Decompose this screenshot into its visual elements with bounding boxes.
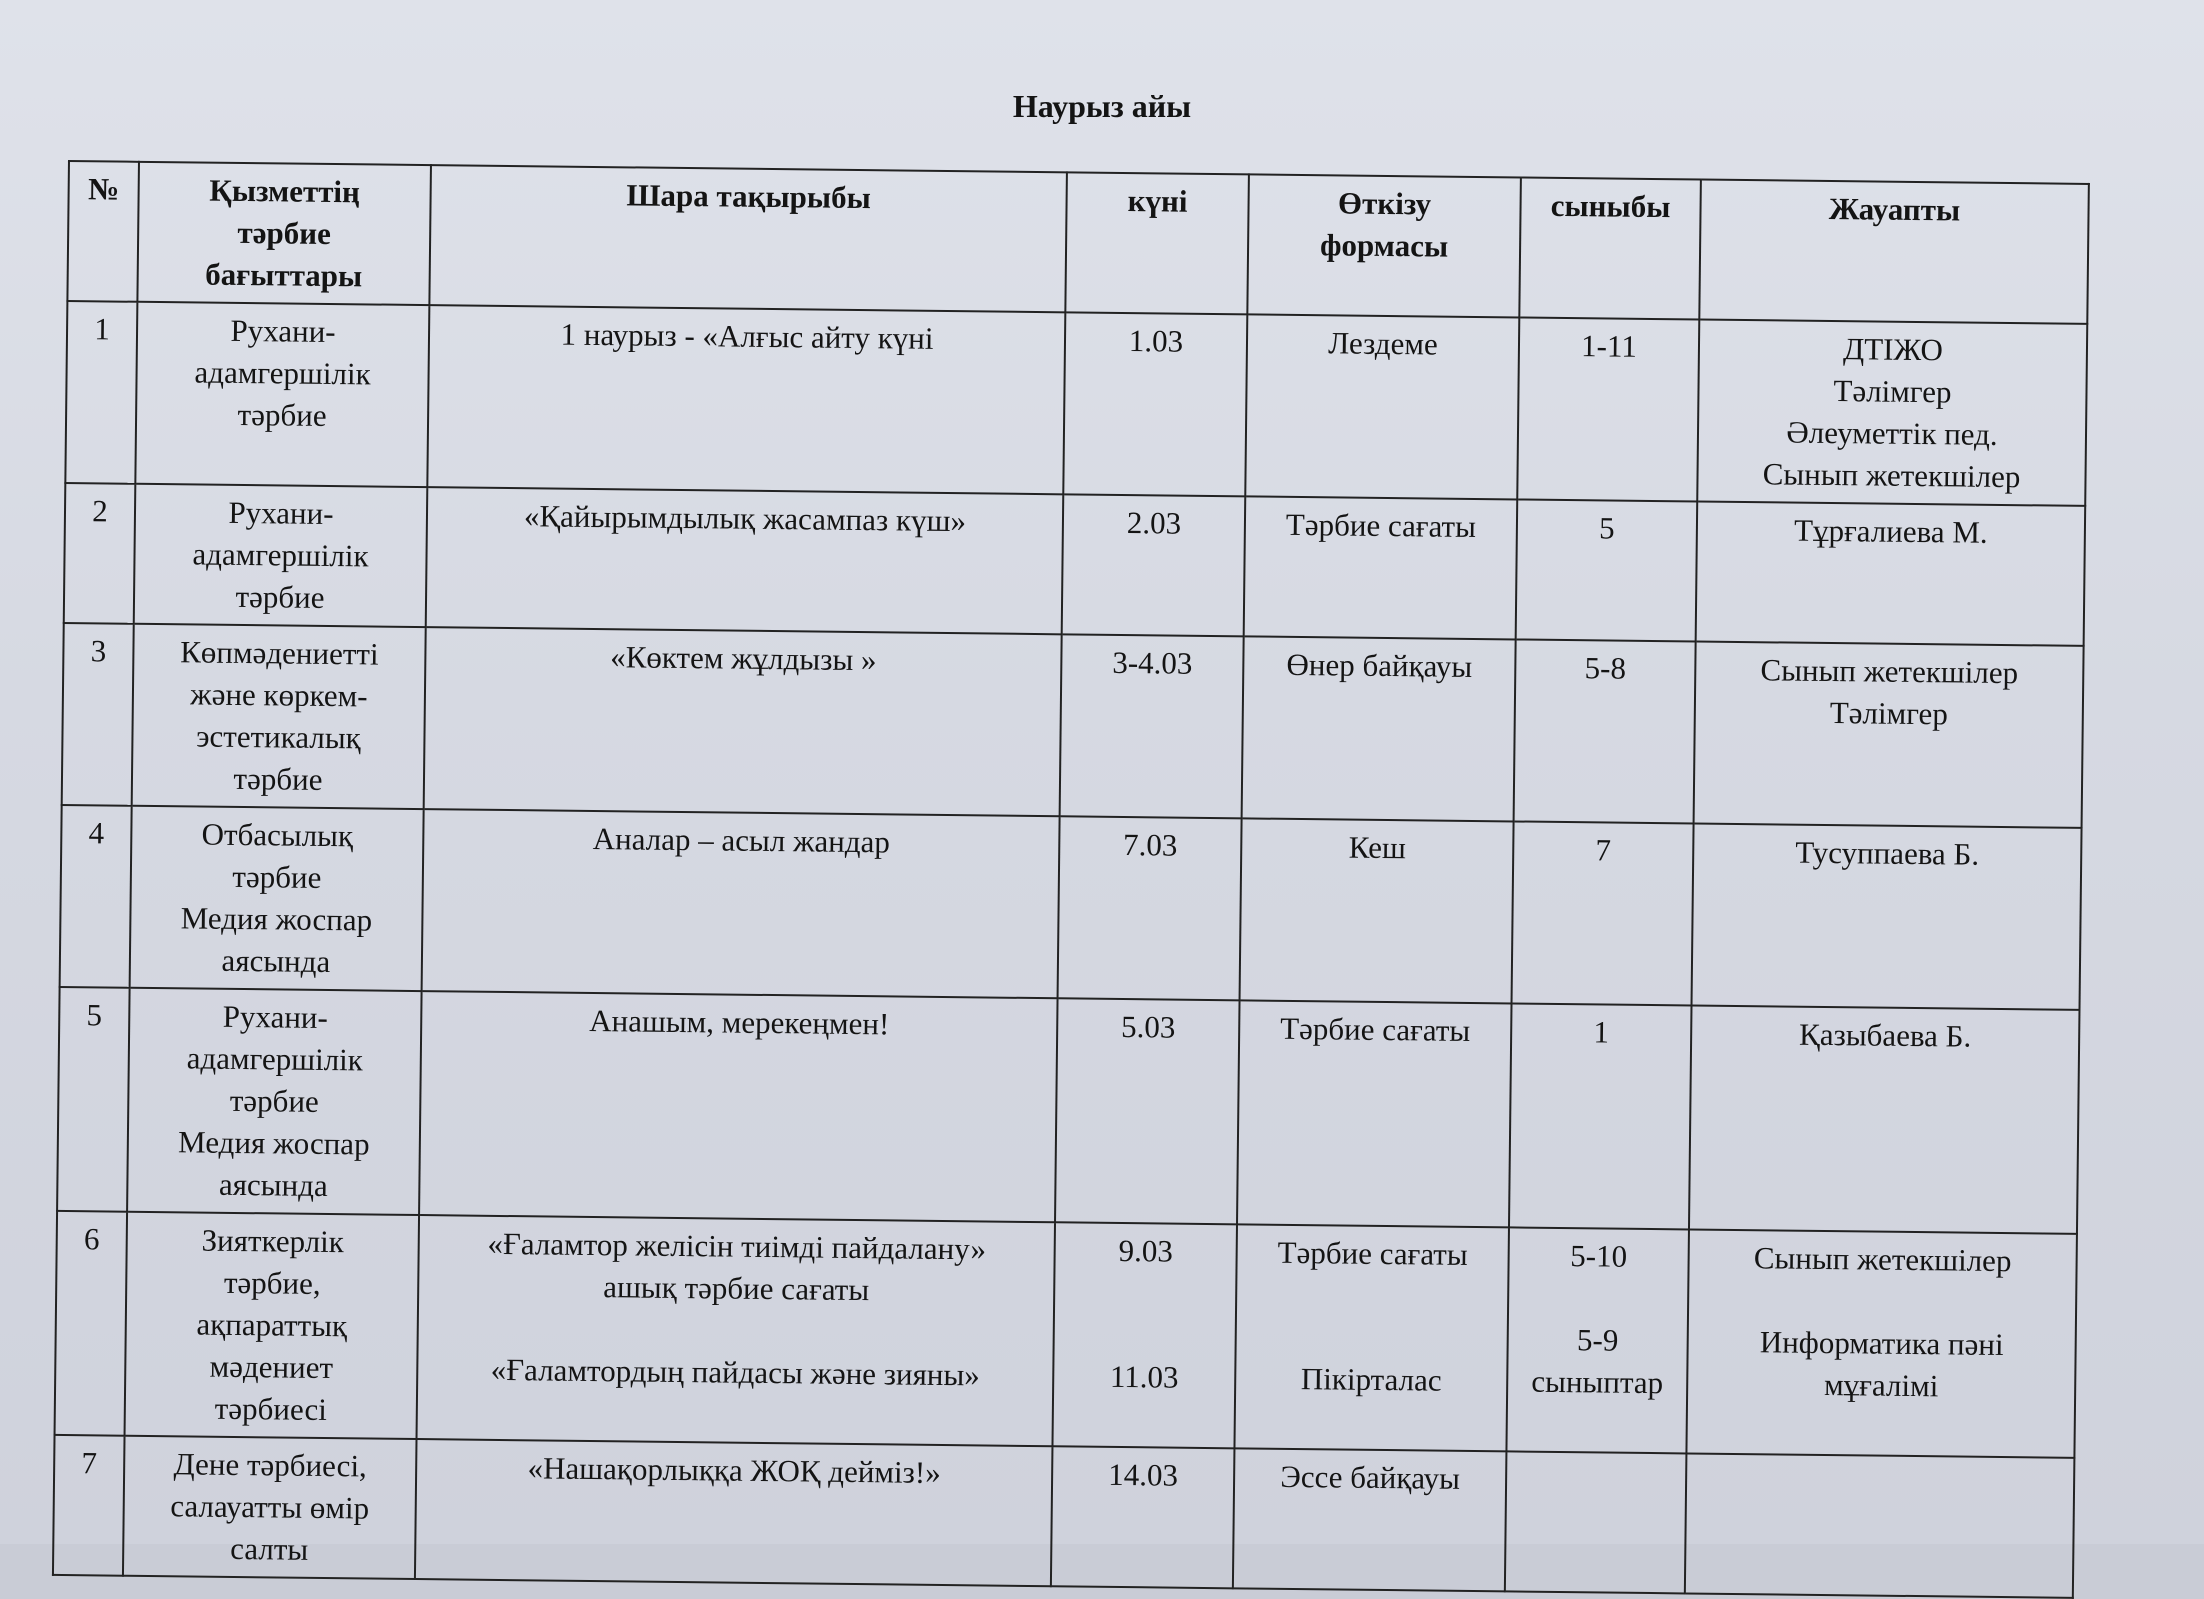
direction-note: аясында	[221, 942, 331, 980]
responsible-line: Тәлімгер	[1829, 695, 1949, 732]
table-row	[53, 1435, 2074, 1598]
cell-form	[1237, 1000, 1512, 1227]
grade-line: 7	[1595, 832, 1612, 868]
direction-line: тәрбие	[233, 760, 323, 797]
direction-line: тәрбиесі	[214, 1390, 328, 1428]
cell-topic	[419, 991, 1058, 1222]
direction-line: мәдениет	[209, 1348, 334, 1386]
topic-line: Аналар – асыл жандар	[592, 820, 891, 860]
topic-line: Анашым, мерекеңмен!	[589, 1002, 890, 1042]
date-line: 11.03	[1109, 1358, 1179, 1395]
grade-line: 5	[1598, 510, 1615, 546]
direction-note: Медия жоспар	[180, 900, 373, 938]
events-table	[52, 160, 2090, 1599]
cell-no: 1	[65, 301, 137, 484]
responsible-line: Тәлімгер	[1833, 373, 1952, 410]
cell-no: 2	[64, 483, 136, 624]
cell-direction	[134, 484, 428, 627]
cell-direction	[125, 1212, 420, 1439]
cell-form	[1234, 1224, 1509, 1451]
cell-no: 6	[55, 1211, 128, 1436]
cell-topic	[427, 305, 1065, 494]
header-topic: Шара тақырыбы	[429, 165, 1067, 312]
direction-line: Рухани-	[230, 312, 336, 350]
direction-line: Отбасылық	[201, 816, 354, 854]
cell-responsible	[1696, 502, 2086, 646]
direction-line: Рухани-	[222, 998, 329, 1036]
responsible-line: Әлеуметтік пед.	[1786, 414, 1998, 452]
form-line: Эссе байқауы	[1280, 1458, 1461, 1496]
document-title: Наурыз айы	[1012, 88, 1192, 124]
header-direction	[137, 162, 431, 305]
cell-topic	[424, 627, 1062, 816]
header-row	[67, 161, 2088, 324]
responsible-line: Тұрғалиева М.	[1793, 512, 1988, 550]
date-line: 2.03	[1126, 505, 1182, 541]
cell-direction	[135, 302, 429, 487]
spacer	[1517, 1277, 1679, 1321]
cell-no: 4	[60, 805, 132, 988]
form-line: Өнер байқауы	[1286, 646, 1473, 684]
direction-note: Медия жоспар	[177, 1124, 370, 1162]
cell-responsible	[1697, 320, 2087, 506]
spacer	[1245, 1273, 1499, 1318]
direction-note: аясында	[218, 1166, 328, 1204]
topic-line: ашық тәрбие сағаты	[603, 1269, 870, 1308]
direction-line: тәрбие	[229, 1082, 320, 1119]
grade-line: сыныптар	[1531, 1363, 1664, 1401]
form-line: Тәрбие сағаты	[1277, 1234, 1468, 1272]
cell-direction	[130, 806, 424, 991]
table-row	[62, 623, 2084, 828]
form-line: Тәрбие сағаты	[1280, 1010, 1471, 1048]
topic-line: «Ғаламтор желісін тиімді пайдалану»	[487, 1225, 987, 1267]
header-direction-line: тәрбие	[237, 214, 332, 251]
topic-line: «Нашақорлыққа ЖОҚ дейміз!»	[527, 1450, 941, 1490]
table-row	[57, 987, 2079, 1234]
spacer	[1697, 1279, 2067, 1325]
direction-line: Зияткерлік	[201, 1222, 345, 1260]
responsible-line: Қазыбаева Б.	[1798, 1016, 1972, 1054]
topic-line: 1 наурыз - «Алғыс айту күні	[560, 316, 934, 356]
cell-grade	[1509, 1003, 1692, 1229]
cell-grade	[1516, 499, 1698, 641]
cell-date	[1051, 1446, 1235, 1588]
direction-line: адамгершілік	[186, 1040, 364, 1078]
header-date: күні	[1065, 172, 1249, 314]
header-form-line: формасы	[1319, 227, 1449, 264]
direction-line: тәрбие	[237, 396, 327, 433]
direction-line: эстетикалық	[196, 718, 361, 756]
header-grade: сыныбы	[1519, 177, 1701, 319]
cell-date	[1052, 1222, 1237, 1448]
cell-grade	[1505, 1451, 1687, 1593]
cell-no: 7	[53, 1435, 125, 1576]
direction-line: тәрбие,	[223, 1264, 321, 1301]
cell-topic	[422, 809, 1060, 998]
cell-date	[1063, 312, 1247, 496]
cell-date	[1058, 816, 1242, 1000]
date-line: 7.03	[1122, 827, 1178, 863]
grade-line: 5-10	[1570, 1238, 1628, 1274]
date-line: 1.03	[1128, 323, 1184, 359]
responsible-line: Сынып жетекшілер	[1760, 652, 2019, 691]
topic-line: «Ғаламтордың пайдасы және зияны»	[490, 1351, 981, 1393]
responsible-line: Информатика пәні	[1759, 1324, 2004, 1363]
cell-direction	[123, 1436, 417, 1579]
cell-form	[1242, 636, 1516, 821]
cell-form	[1245, 314, 1519, 499]
spacer	[1063, 1313, 1227, 1357]
header-responsible: Жауапты	[1699, 180, 2089, 324]
date-line: 9.03	[1118, 1232, 1174, 1269]
topic-line: «Қайырымдылық жасампаз күш»	[523, 498, 967, 539]
cell-form	[1240, 818, 1514, 1003]
table-row	[60, 805, 2082, 1010]
direction-line: ақпараттық	[196, 1306, 348, 1344]
cell-form	[1244, 496, 1518, 639]
date-line: 5.03	[1120, 1009, 1176, 1045]
cell-topic	[426, 487, 1064, 634]
header-direction-line: Қызметтің	[209, 172, 361, 210]
direction-line: адамгершілік	[194, 354, 371, 392]
direction-line: Көпмәдениетті	[180, 634, 379, 672]
header-direction-line: бағыттары	[204, 256, 363, 294]
responsible-line: Сынып жетекшілер	[1762, 456, 2021, 495]
responsible-line: Тусуппаева Б.	[1795, 834, 1980, 872]
grade-line: 1-11	[1580, 328, 1638, 364]
header-form-line: Өткізу	[1337, 185, 1432, 222]
cell-form	[1233, 1448, 1507, 1591]
cell-responsible	[1692, 823, 2082, 1009]
cell-grade	[1512, 821, 1694, 1005]
direction-line: тәрбие	[232, 858, 322, 895]
cell-no: 5	[57, 987, 130, 1212]
responsible-line: мұғалімі	[1823, 1367, 1939, 1404]
responsible-line: ДТІЖО	[1842, 331, 1944, 368]
direction-line: Рухани-	[228, 494, 334, 532]
grade-line: 5-8	[1584, 650, 1627, 686]
cell-topic	[417, 1215, 1056, 1446]
cell-responsible	[1689, 1005, 2080, 1233]
cell-grade	[1506, 1227, 1689, 1453]
cell-direction	[127, 988, 422, 1215]
cell-grade	[1514, 639, 1696, 823]
direction-line: адамгершілік	[192, 536, 369, 574]
table-row	[55, 1211, 2077, 1458]
table-row	[65, 301, 2087, 506]
date-line: 14.03	[1108, 1456, 1179, 1493]
cell-date	[1060, 634, 1244, 818]
responsible-line: Сынып жетекшілер	[1753, 1240, 2012, 1279]
cell-topic	[415, 1439, 1053, 1586]
direction-line: тәрбие	[235, 578, 325, 615]
header-form	[1247, 174, 1521, 317]
direction-line: салты	[230, 1530, 309, 1567]
spacer	[1063, 1271, 1227, 1315]
direction-line: Дене тәрбиесі,	[173, 1446, 368, 1484]
table-row	[64, 483, 2085, 646]
grade-line: 5-9	[1576, 1322, 1619, 1358]
cell-responsible	[1694, 641, 2084, 827]
cell-grade	[1517, 317, 1699, 501]
form-line: Кеш	[1348, 829, 1407, 866]
spacer	[427, 1306, 1045, 1355]
spacer	[1244, 1315, 1498, 1360]
cell-direction	[132, 624, 426, 809]
direction-line: салауатты өмір	[170, 1488, 370, 1526]
topic-line: «Көктем жұлдызы »	[610, 639, 877, 678]
form-line: Пікірталас	[1300, 1361, 1442, 1398]
header-no: №	[67, 161, 139, 302]
grade-line: 1	[1593, 1014, 1610, 1050]
direction-line: және көркем-	[190, 676, 368, 714]
cell-date	[1062, 494, 1246, 636]
cell-no: 3	[62, 623, 134, 806]
cell-date	[1055, 998, 1240, 1224]
date-line: 3-4.03	[1112, 644, 1193, 681]
cell-responsible	[1685, 1453, 2075, 1597]
cell-responsible	[1686, 1229, 2077, 1457]
form-line: Тәрбие сағаты	[1285, 506, 1477, 544]
form-line: Лездеме	[1328, 325, 1438, 362]
